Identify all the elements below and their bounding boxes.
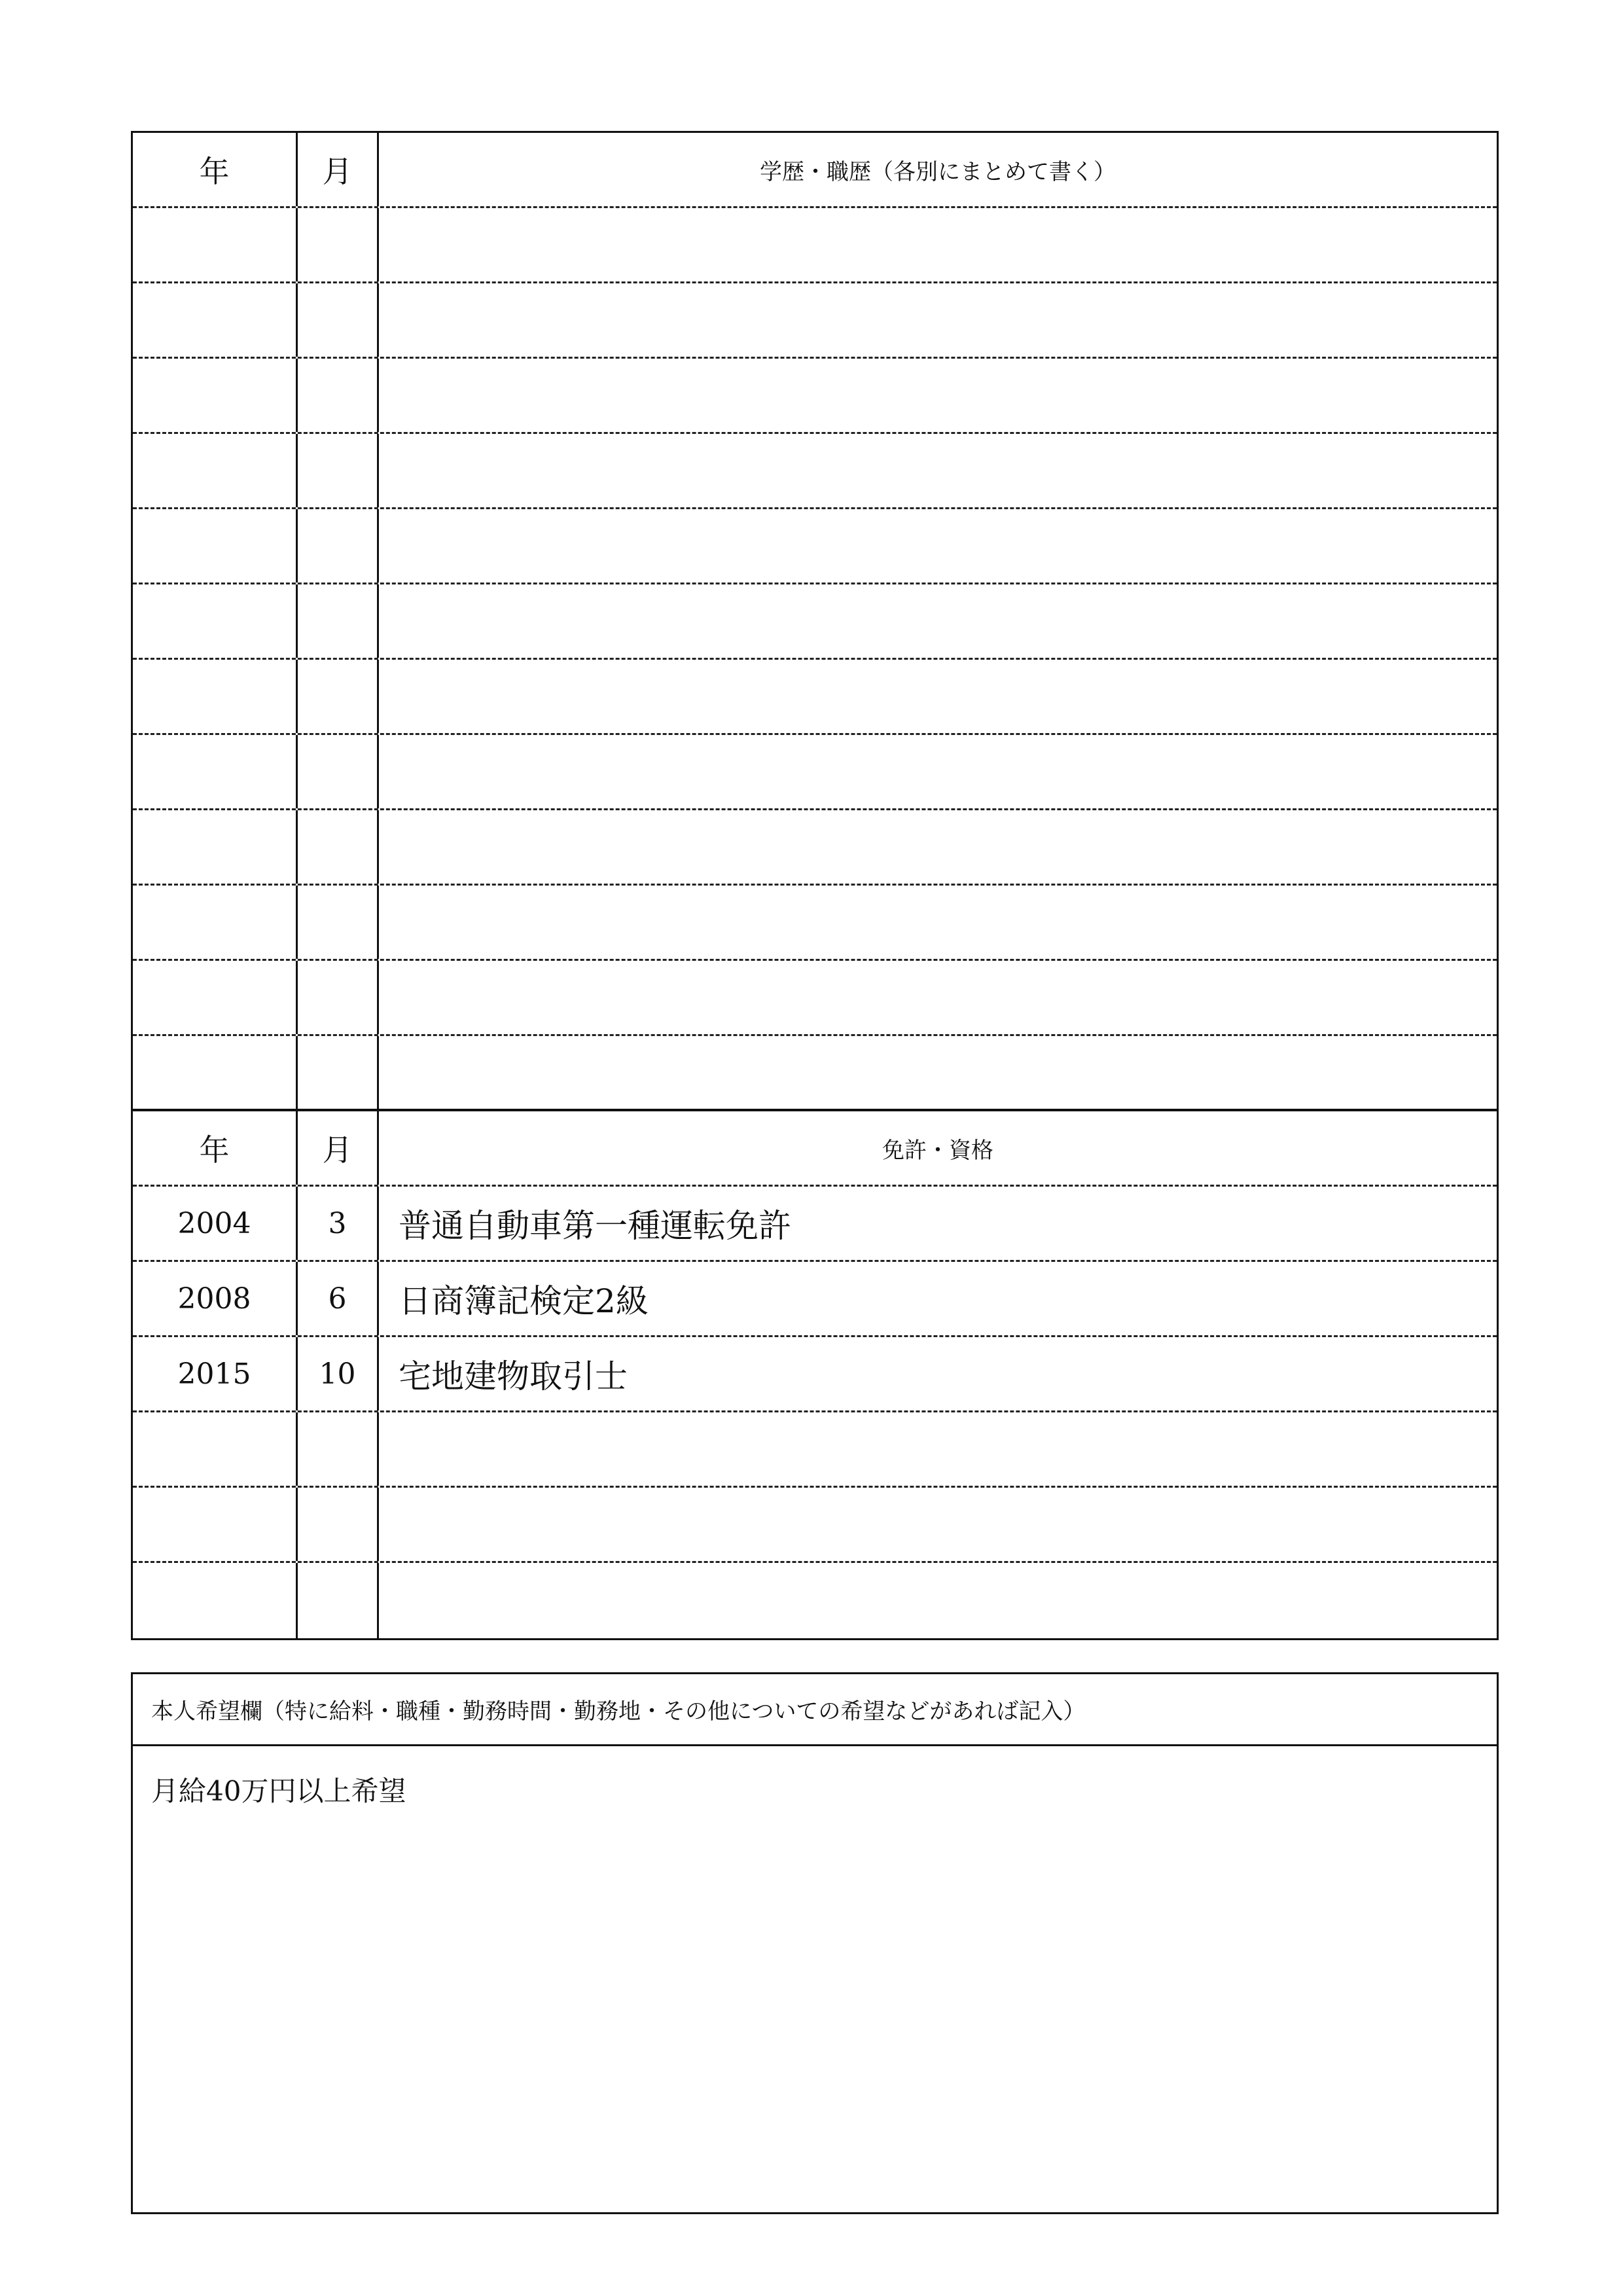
month-cell[interactable] [298,1036,379,1109]
history-table [131,131,1499,1640]
education-row [133,1036,1497,1111]
education-row [133,810,1497,886]
education-header-row [133,133,1497,208]
month-column-header: 月 [298,1111,379,1185]
year-cell[interactable] [133,283,298,357]
education-row [133,660,1497,735]
history-cell[interactable] [379,810,1497,884]
month-cell[interactable]: 10 [298,1337,379,1410]
license-header-row [133,1111,1497,1187]
month-cell[interactable] [298,509,379,583]
year-cell[interactable] [133,886,298,959]
history-cell[interactable] [379,584,1497,658]
license-cell[interactable] [379,1412,1497,1486]
license-cell[interactable]: 日商簿記検定2級 [399,1282,649,1320]
year-cell[interactable] [133,735,298,808]
education-column-header: 学歴・職歴（各別にまとめて書く） [760,158,1116,185]
license-row [133,1412,1497,1488]
year-cell[interactable]: 2004 [133,1187,298,1260]
history-cell[interactable] [379,434,1497,507]
month-cell[interactable]: 3 [298,1187,379,1260]
year-cell[interactable] [133,434,298,507]
year-column-header: 年 [133,1111,298,1185]
year-cell[interactable] [133,810,298,884]
license-cell[interactable] [379,1488,1497,1561]
year-cell[interactable] [133,359,298,432]
year-cell[interactable] [133,1036,298,1109]
year-cell[interactable] [133,584,298,658]
history-cell[interactable] [379,208,1497,281]
year-cell[interactable] [133,509,298,583]
education-row [133,208,1497,283]
month-cell[interactable] [298,961,379,1034]
history-cell[interactable] [379,509,1497,583]
month-column-header: 月 [298,133,379,206]
personal-wishes-header: 本人希望欄（特に給料・職種・勤務時間・勤務地・その他についての希望などがあれば記入） [133,1674,1497,1746]
month-cell[interactable] [298,1563,379,1638]
history-cell[interactable] [379,961,1497,1034]
year-cell[interactable]: 2008 [133,1262,298,1335]
education-row [133,584,1497,660]
month-cell[interactable] [298,283,379,357]
license-row [133,1187,1497,1262]
license-row [133,1488,1497,1563]
month-cell[interactable]: 6 [298,1262,379,1335]
license-cell[interactable]: 宅地建物取引士 [399,1357,628,1395]
history-cell[interactable] [379,660,1497,733]
education-row [133,509,1497,584]
license-row [133,1563,1497,1638]
month-cell[interactable] [298,359,379,432]
history-cell[interactable] [379,1036,1497,1109]
month-cell[interactable] [298,584,379,658]
personal-wishes-box [131,1672,1499,2214]
license-row [133,1337,1497,1412]
education-row [133,886,1497,961]
personal-wishes-text[interactable]: 月給40万円以上希望 [151,1775,406,1807]
license-cell[interactable]: 普通自動車第一種運転免許 [399,1207,791,1245]
month-cell[interactable] [298,886,379,959]
year-column-header: 年 [133,133,298,206]
month-cell[interactable] [298,810,379,884]
education-row [133,735,1497,810]
month-cell[interactable] [298,735,379,808]
year-cell[interactable]: 2015 [133,1337,298,1410]
year-cell[interactable] [133,1488,298,1561]
education-row [133,359,1497,434]
history-cell[interactable] [379,359,1497,432]
month-cell[interactable] [298,434,379,507]
year-cell[interactable] [133,1563,298,1638]
month-cell[interactable] [298,208,379,281]
year-cell[interactable] [133,660,298,733]
license-row [133,1262,1497,1337]
year-cell[interactable] [133,208,298,281]
year-cell[interactable] [133,961,298,1034]
month-cell[interactable] [298,660,379,733]
license-column-header: 免許・資格 [882,1137,993,1164]
history-cell[interactable] [379,886,1497,959]
history-cell[interactable] [379,283,1497,357]
history-cell[interactable] [379,735,1497,808]
month-cell[interactable] [298,1412,379,1486]
license-cell[interactable] [379,1563,1497,1638]
year-cell[interactable] [133,1412,298,1486]
month-cell[interactable] [298,1488,379,1561]
education-row [133,434,1497,509]
education-row [133,283,1497,359]
education-row [133,961,1497,1036]
